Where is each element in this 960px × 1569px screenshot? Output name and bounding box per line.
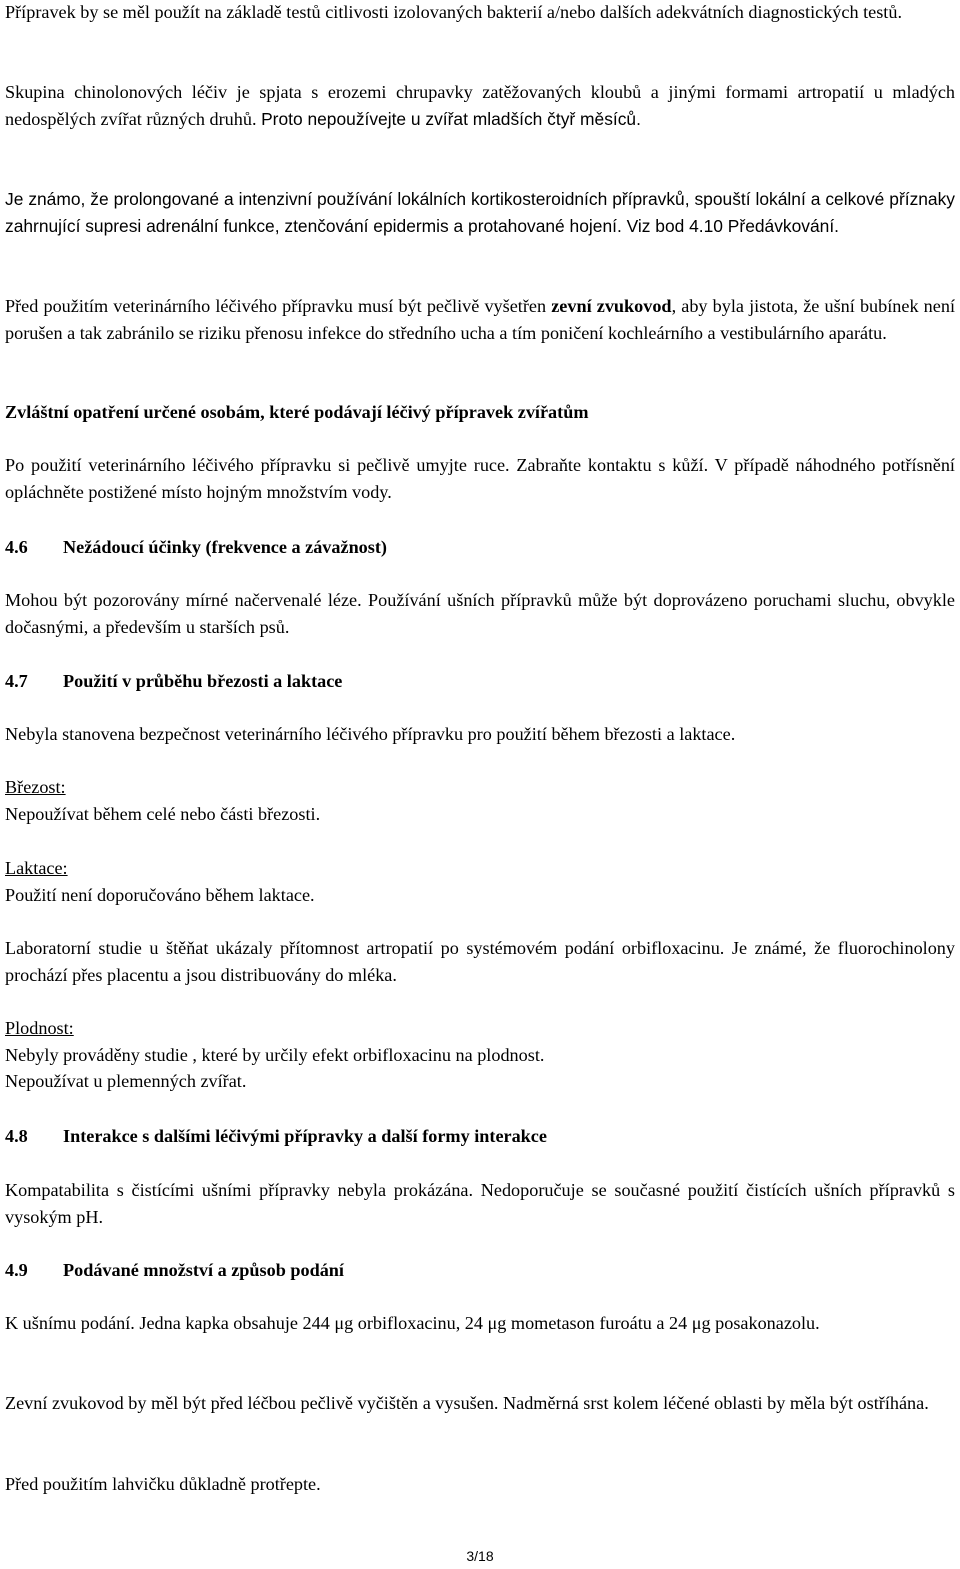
pregnancy-block xyxy=(5,774,955,827)
paragraph-hand-washing: Po použití veterinárního léčivého přípravku si pečlivě umyjte ruce. Zabraňte kontaktu s kůží. V případě náhodného potřísnění opláchněte postižené místo hojným množstvím vody. xyxy=(5,455,955,502)
section-heading-4-8 xyxy=(5,1123,955,1150)
quinolones-age-warning: Proto nepoužívejte u zvířat mladších čtyř měsíců. xyxy=(261,108,641,129)
section-title: Podávané množství a způsob podání xyxy=(63,1260,344,1280)
paragraph-adverse-effects: Mohou být pozorovány mírné načervenalé léze. Používání ušních přípravků může být doprovázeno poruchami sluchu, obvykle dočasnými, a především u starších psů. xyxy=(5,590,955,637)
fertility-block xyxy=(5,1015,955,1095)
fertility-text-1: Nebyly prováděny studie , které by určily efekt orbifloxacinu na plodnost. xyxy=(5,1044,545,1065)
paragraph-testing: Přípravek by se měl použít na základě testů citlivosti izolovaných bakterií a/nebo dalších adekvátních diagnostických testů. xyxy=(5,2,902,22)
paragraph-corticosteroids: Je známo, že prolongované a intenzivní používání lokálních kortikosteroidních přípravků, spouští lokální a celkové příznaky zahrnující supresi adrenální funkce, ztenčování epidermis a protahované hojení. Viz bod 4.10 Předávkování. xyxy=(5,189,955,236)
lactation-text: Použití není doporučováno během laktace. xyxy=(5,884,315,905)
section-number: 4.7 xyxy=(5,671,28,691)
lactation-block xyxy=(5,855,955,908)
fertility-text-2: Nepoužívat u plemenných zvířat. xyxy=(5,1071,247,1091)
ear-canal-text-pre: Před použitím veterinárního léčivého přípravku musí být pečlivě vyšetřen xyxy=(5,296,552,316)
section-heading-4-6 xyxy=(5,534,955,561)
section-heading-4-9 xyxy=(5,1257,955,1284)
page-number: 3/18 xyxy=(466,1548,494,1564)
paragraph-interactions: Kompatabilita s čistícími ušními přípravky nebyla prokázána. Nedoporučuje se současné použití čistících ušních přípravků s vysokým pH. xyxy=(5,1180,955,1227)
section-number: 4.8 xyxy=(5,1126,28,1146)
quinolones-text: Skupina chinolonových léčiv je spjata s erozemi chrupavky zatěžovaných kloubů a jinými formami artropatií u mladých nedospělých zvířat různých druhů. xyxy=(5,82,955,129)
section-number: 4.9 xyxy=(5,1260,28,1280)
ear-canal-bold: zevní zvukovod xyxy=(551,296,672,316)
section-title: Použití v průběhu březosti a laktace xyxy=(63,671,343,691)
section-title: Nežádoucí účinky (frekvence a závažnost) xyxy=(63,537,387,557)
paragraph-dosage: K ušnímu podání. Jedna kapka obsahuje 244 μg orbifloxacinu, 24 μg mometason furoátu a 24 μg posakonazolu. xyxy=(5,1313,820,1333)
paragraph-ear-canal xyxy=(5,293,955,346)
fertility-label: Plodnost: xyxy=(5,1018,74,1038)
paragraph-pregnancy-safety: Nebyla stanovena bezpečnost veterinárního léčivého přípravku pro použití během březosti a laktace. xyxy=(5,724,736,744)
heading-special-precautions: Zvláštní opatření určené osobám, které podávají léčivý přípravek zvířatům xyxy=(5,402,589,422)
pregnancy-label: Březost: xyxy=(5,777,66,797)
paragraph-cleaning: Zevní zvukovod by měl být před léčbou pečlivě vyčištěn a vysušen. Nadměrná srst kolem léčené oblasti by měla být ostříhána. xyxy=(5,1393,929,1413)
paragraph-shake: Před použitím lahvičku důkladně protřepte. xyxy=(5,1474,321,1494)
section-heading-4-7 xyxy=(5,668,955,695)
lactation-label: Laktace: xyxy=(5,858,68,878)
paragraph-lab-studies: Laboratorní studie u štěňat ukázaly přítomnost artropatií po systémovém podání orbifloxacinu. Je známé, že fluorochinolony prochází přes placentu a jsou distribuovány do mléka. xyxy=(5,938,955,985)
section-title: Interakce s dalšími léčivými přípravky a další formy interakce xyxy=(63,1126,547,1146)
pregnancy-text: Nepoužívat během celé nebo části březosti. xyxy=(5,803,321,824)
paragraph-quinolones xyxy=(5,79,955,132)
ear-canal-text-post: , aby byla jistota, že ušní bubínek není porušen a tak zabránilo se riziku přenosu infekce do středního ucha a tím poničení kochleárního a vestibulárního aparátu. xyxy=(5,296,955,343)
section-number: 4.6 xyxy=(5,537,28,557)
